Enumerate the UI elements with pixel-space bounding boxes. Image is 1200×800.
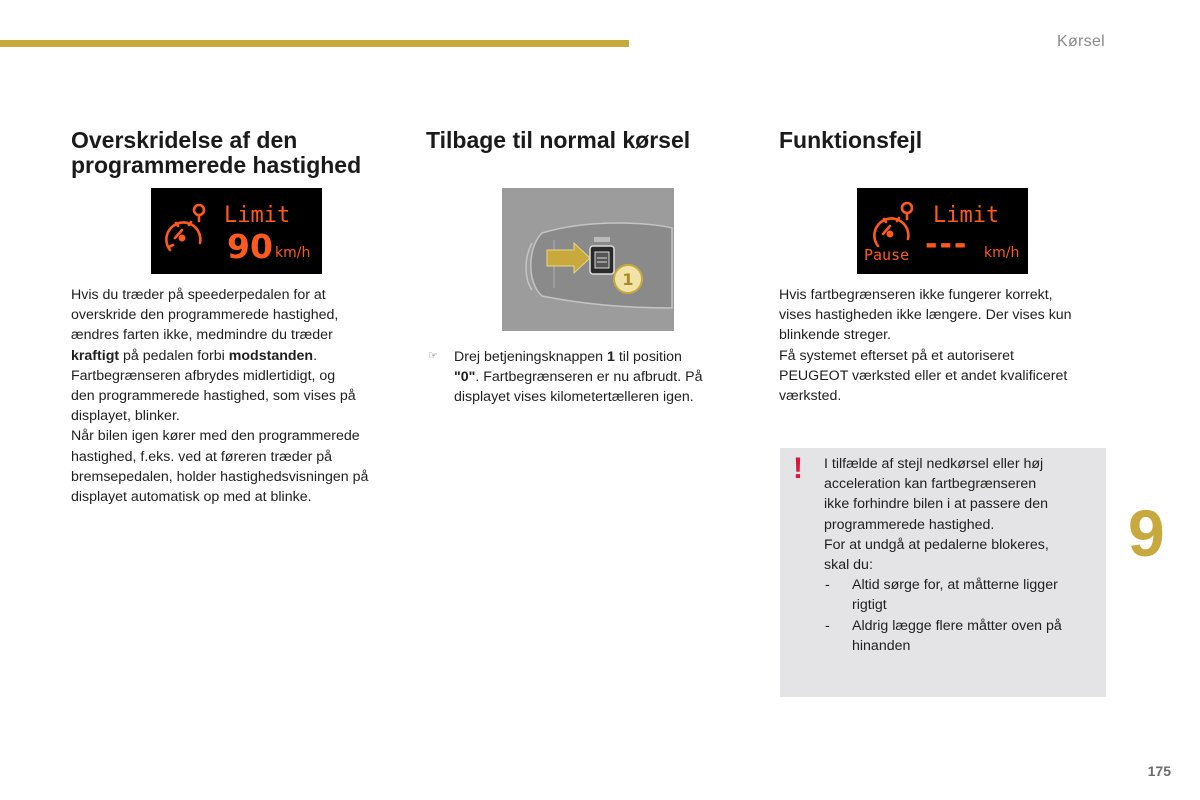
warning-list bbox=[824, 575, 1096, 656]
text-line: PEUGEOT værksted eller et andet kvalificeret bbox=[779, 367, 1068, 384]
emphasis: 1 bbox=[607, 349, 615, 365]
text-line: vises hastigheden ikke længere. Der vises kun bbox=[779, 307, 1072, 324]
text-line: ikke forhindre bilen i at passere den bbox=[824, 496, 1048, 513]
text-line: hinanden bbox=[852, 637, 911, 654]
display-status: Pause bbox=[864, 246, 910, 264]
emphasis: "0" bbox=[454, 369, 476, 386]
text-line: displayet automatisk op med at blinke. bbox=[71, 489, 312, 506]
text-line: hastighed, f.eks. ved at føreren træder på bbox=[71, 448, 333, 465]
section-back-to-normal bbox=[426, 127, 736, 406]
warning-box bbox=[780, 448, 1106, 697]
text-line: Få systemet efterset på et autoriseret bbox=[779, 347, 1014, 364]
text-fragment: på pedalen forbi bbox=[119, 347, 229, 364]
text-line: Aldrig lægge flere måtter oven på bbox=[852, 617, 1062, 634]
list-dash: - bbox=[825, 617, 830, 634]
text-line: Altid sørge for, at måtterne ligger bbox=[852, 577, 1058, 594]
steering-column-control-icon bbox=[502, 188, 674, 331]
text-line: Hvis du træder på speederpedalen for at bbox=[71, 287, 326, 303]
body-text bbox=[779, 285, 1104, 406]
warning-content bbox=[824, 454, 1096, 656]
heading-line: Overskridelse af den bbox=[71, 127, 298, 153]
instruction-bullet bbox=[426, 347, 736, 408]
display-unit: km/h bbox=[275, 245, 311, 261]
emphasis: kraftigt bbox=[71, 347, 120, 364]
text-line: værksted. bbox=[779, 388, 842, 405]
text-line: blinkende streger. bbox=[779, 327, 891, 344]
display-dashes: --- bbox=[925, 227, 969, 262]
section-heading bbox=[71, 128, 401, 178]
body-text bbox=[71, 285, 396, 507]
heading-line: programmerede hastighed bbox=[71, 152, 362, 178]
list-item bbox=[824, 616, 1096, 656]
page-number: 175 bbox=[1147, 763, 1171, 779]
text-line: Hvis fartbegrænseren ikke fungerer korrekt, bbox=[779, 287, 1053, 303]
text-line: programmerede hastighed. bbox=[824, 516, 995, 533]
text-line: overskride den programmerede hastighed, bbox=[71, 307, 339, 324]
text-line: I tilfælde af stejl nedkørsel eller høj bbox=[824, 456, 1044, 472]
text-line: Når bilen igen kører med den programmerede bbox=[71, 428, 360, 445]
display-limit-label: Limit bbox=[933, 203, 1000, 228]
speedometer-limit-icon bbox=[874, 203, 912, 246]
section-heading: Funktionsfejl bbox=[779, 127, 923, 153]
text-line: For at undgå at pedalerne blokeres, bbox=[824, 536, 1049, 553]
text-line: ændres farten ikke, medmindre du træder bbox=[71, 327, 333, 344]
callout-number: 1 bbox=[622, 270, 634, 289]
speedometer-limit-icon bbox=[166, 205, 204, 250]
chapter-number: 9 bbox=[1128, 496, 1165, 570]
text-line: displayet, blinker. bbox=[71, 408, 180, 425]
display-unit: km/h bbox=[984, 245, 1020, 261]
text-line: den programmerede hastighed, som vises på bbox=[71, 388, 356, 405]
speed-limit-fault-display bbox=[857, 188, 1028, 274]
text-line: rigtigt bbox=[852, 597, 887, 614]
list-item bbox=[824, 575, 1096, 615]
display-speed-value: 90 bbox=[227, 227, 273, 266]
emphasis: modstanden bbox=[228, 347, 314, 364]
text-fragment: . bbox=[313, 347, 318, 364]
text-line: Fartbegrænseren afbrydes midlertidigt, og bbox=[71, 367, 336, 384]
text-line: skal du: bbox=[824, 557, 873, 574]
section-title: Kørsel bbox=[1056, 33, 1105, 50]
text-fragment: Drej betjeningsknappen bbox=[454, 349, 608, 365]
finger-pointer-icon: ☞ bbox=[428, 350, 438, 362]
steering-column-illustration bbox=[502, 188, 674, 331]
text-line: bremsepedalen, holder hastighedsvisningen på bbox=[71, 468, 369, 485]
text-fragment: til position bbox=[614, 349, 682, 365]
section-malfunction bbox=[779, 127, 1109, 405]
text-line: acceleration kan fartbegrænseren bbox=[824, 476, 1037, 493]
section-speed-exceeded bbox=[71, 127, 401, 506]
list-dash: - bbox=[825, 577, 830, 594]
text-fragment: . Fartbegrænseren er nu afbrudt. På bbox=[475, 369, 703, 386]
section-heading: Tilbage til normal kørsel bbox=[426, 127, 691, 153]
speed-limit-display bbox=[151, 188, 322, 274]
text-line: displayet vises kilometertælleren igen. bbox=[454, 389, 694, 406]
exclamation-icon: ! bbox=[793, 452, 803, 485]
display-limit-label: Limit bbox=[224, 203, 291, 228]
header-gold-rule bbox=[0, 40, 629, 47]
